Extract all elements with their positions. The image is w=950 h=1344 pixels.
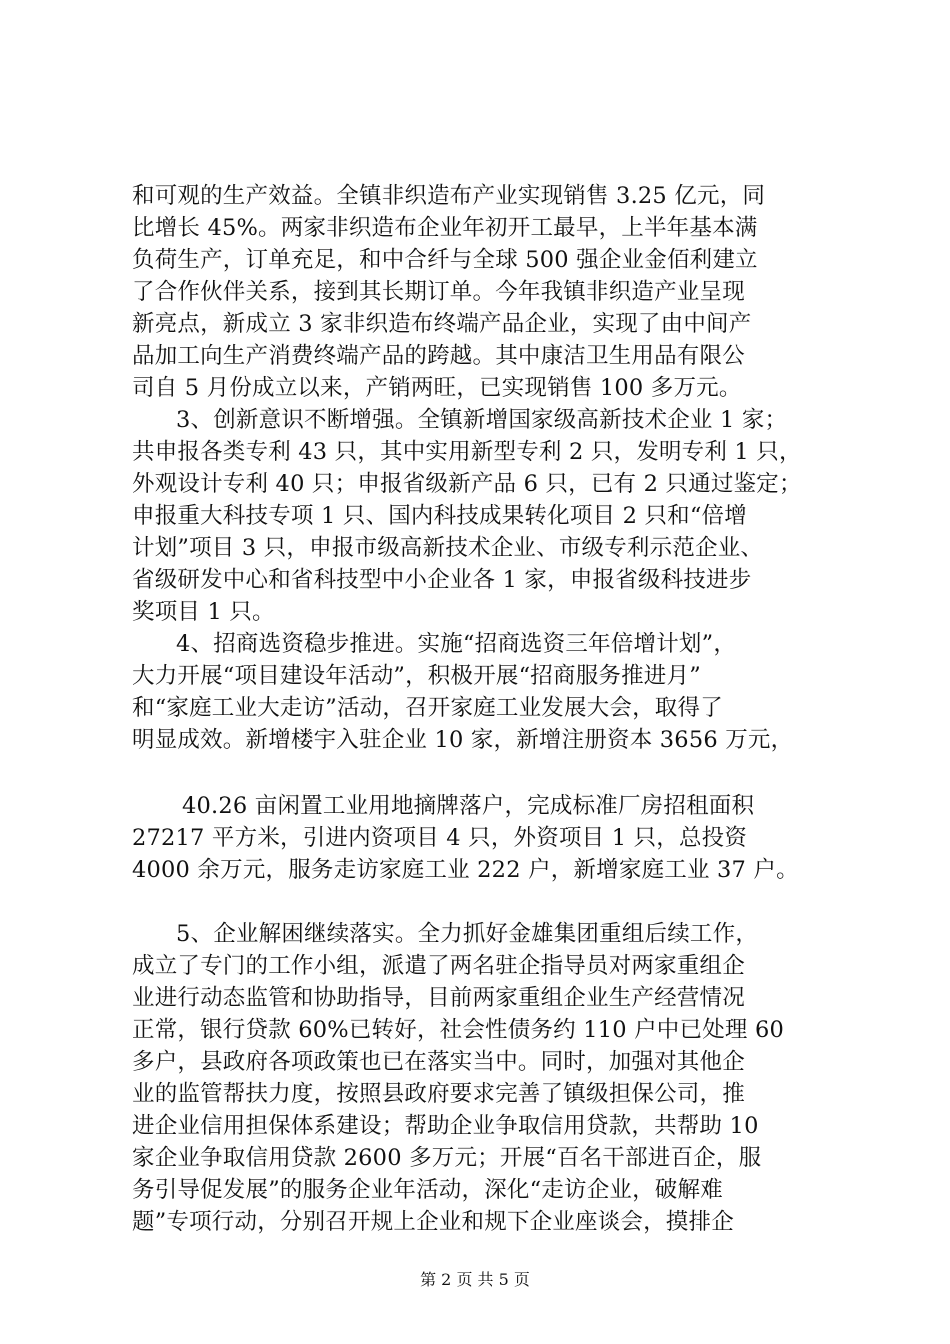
paragraph-2-line-5: 计划”项目 3 只，申报市级高新技术企业、市级专利示范企业、	[132, 535, 764, 561]
paragraph-4-line-3: 4000 余万元，服务走访家庭工业 222 户，新增家庭工业 37 户。	[132, 857, 799, 883]
paragraph-5-line-6: 业的监管帮扶力度，按照县政府要求完善了镇级担保公司，推	[132, 1081, 745, 1107]
paragraph-4-line-1: 40.26 亩闲置工业用地摘牌落户，完成标准厂房招租面积	[182, 793, 755, 819]
paragraph-2-line-2: 共申报各类专利 43 只，其中实用新型专利 2 只，发明专利 1 只，	[132, 439, 802, 465]
paragraph-2-line-4: 申报重大科技专项 1 只、国内科技成果转化项目 2 只和“倍增	[132, 503, 747, 529]
paragraph-5-line-9: 务引导促发展”的服务企业年活动，深化“走访企业，破解难	[132, 1177, 723, 1203]
paragraph-1-line-3: 负荷生产，订单充足，和中合纤与全球 500 强企业金佰利建立	[132, 247, 758, 273]
paragraph-1-line-2: 比增长 45%。两家非织造布企业年初开工最早，上半年基本满	[132, 215, 758, 241]
paragraph-1-line-5: 新亮点，新成立 3 家非织造布终端产品企业，实现了由中间产	[132, 311, 752, 337]
paragraph-5-line-1: 5、企业解困继续落实。全力抓好金雄集团重组后续工作，	[176, 921, 759, 947]
paragraph-5-line-7: 进企业信用担保体系建设；帮助企业争取信用贷款，共帮助 10	[132, 1113, 759, 1139]
paragraph-5-line-10: 题”专项行动，分别召开规上企业和规下企业座谈会，摸排企	[132, 1209, 734, 1235]
paragraph-5-line-2: 成立了专门的工作小组，派遣了两名驻企指导员对两家重组企	[132, 953, 745, 979]
paragraph-1-line-4: 了合作伙伴关系，接到其长期订单。今年我镇非织造产业呈现	[132, 279, 745, 305]
paragraph-3-line-4: 明显成效。新增楼宇入驻企业 10 家，新增注册资本 3656 万元，	[132, 727, 794, 753]
paragraph-3-line-2: 大力开展“项目建设年活动”，积极开展“招商服务推进月”	[132, 663, 701, 689]
paragraph-2-line-7: 奖项目 1 只。	[132, 599, 275, 625]
paragraph-2-line-3: 外观设计专利 40 只；申报省级新产品 6 只，已有 2 只通过鉴定；	[132, 471, 802, 497]
paragraph-5-line-5: 多户，县政府各项政策也已在落实当中。同时，加强对其他企	[132, 1049, 745, 1075]
paragraph-3-line-1: 4、招商选资稳步推进。实施“招商选资三年倍增计划”，	[176, 631, 737, 657]
paragraph-4-line-2: 27217 平方米，引进内资项目 4 只，外资项目 1 只，总投资	[132, 825, 748, 851]
paragraph-2-line-1: 3、创新意识不断增强。全镇新增国家级高新技术企业 1 家；	[176, 407, 788, 433]
paragraph-1-line-6: 品加工向生产消费终端产品的跨越。其中康洁卫生用品有限公	[132, 343, 745, 369]
paragraph-5-line-3: 业进行动态监管和协助指导，目前两家重组企业生产经营情况	[132, 985, 745, 1011]
paragraph-5-line-4: 正常，银行贷款 60%已转好，社会性债务约 110 户中已处理 60	[132, 1017, 784, 1043]
paragraph-3-line-3: 和“家庭工业大走访”活动，召开家庭工业发展大会，取得了	[132, 695, 723, 721]
paragraph-1-line-7: 司自 5 月份成立以来，产销两旺，已实现销售 100 多万元。	[132, 375, 742, 401]
page-number-footer: 第 2 页 共 5 页	[420, 1270, 530, 1289]
paragraph-2-line-6: 省级研发中心和省科技型中小企业各 1 家，申报省级科技进步	[132, 567, 752, 593]
paragraph-5-line-8: 家企业争取信用贷款 2600 多万元；开展“百名干部进百企，服	[132, 1145, 762, 1171]
paragraph-1-line-1: 和可观的生产效益。全镇非织造布产业实现销售 3.25 亿元，同	[132, 183, 766, 209]
